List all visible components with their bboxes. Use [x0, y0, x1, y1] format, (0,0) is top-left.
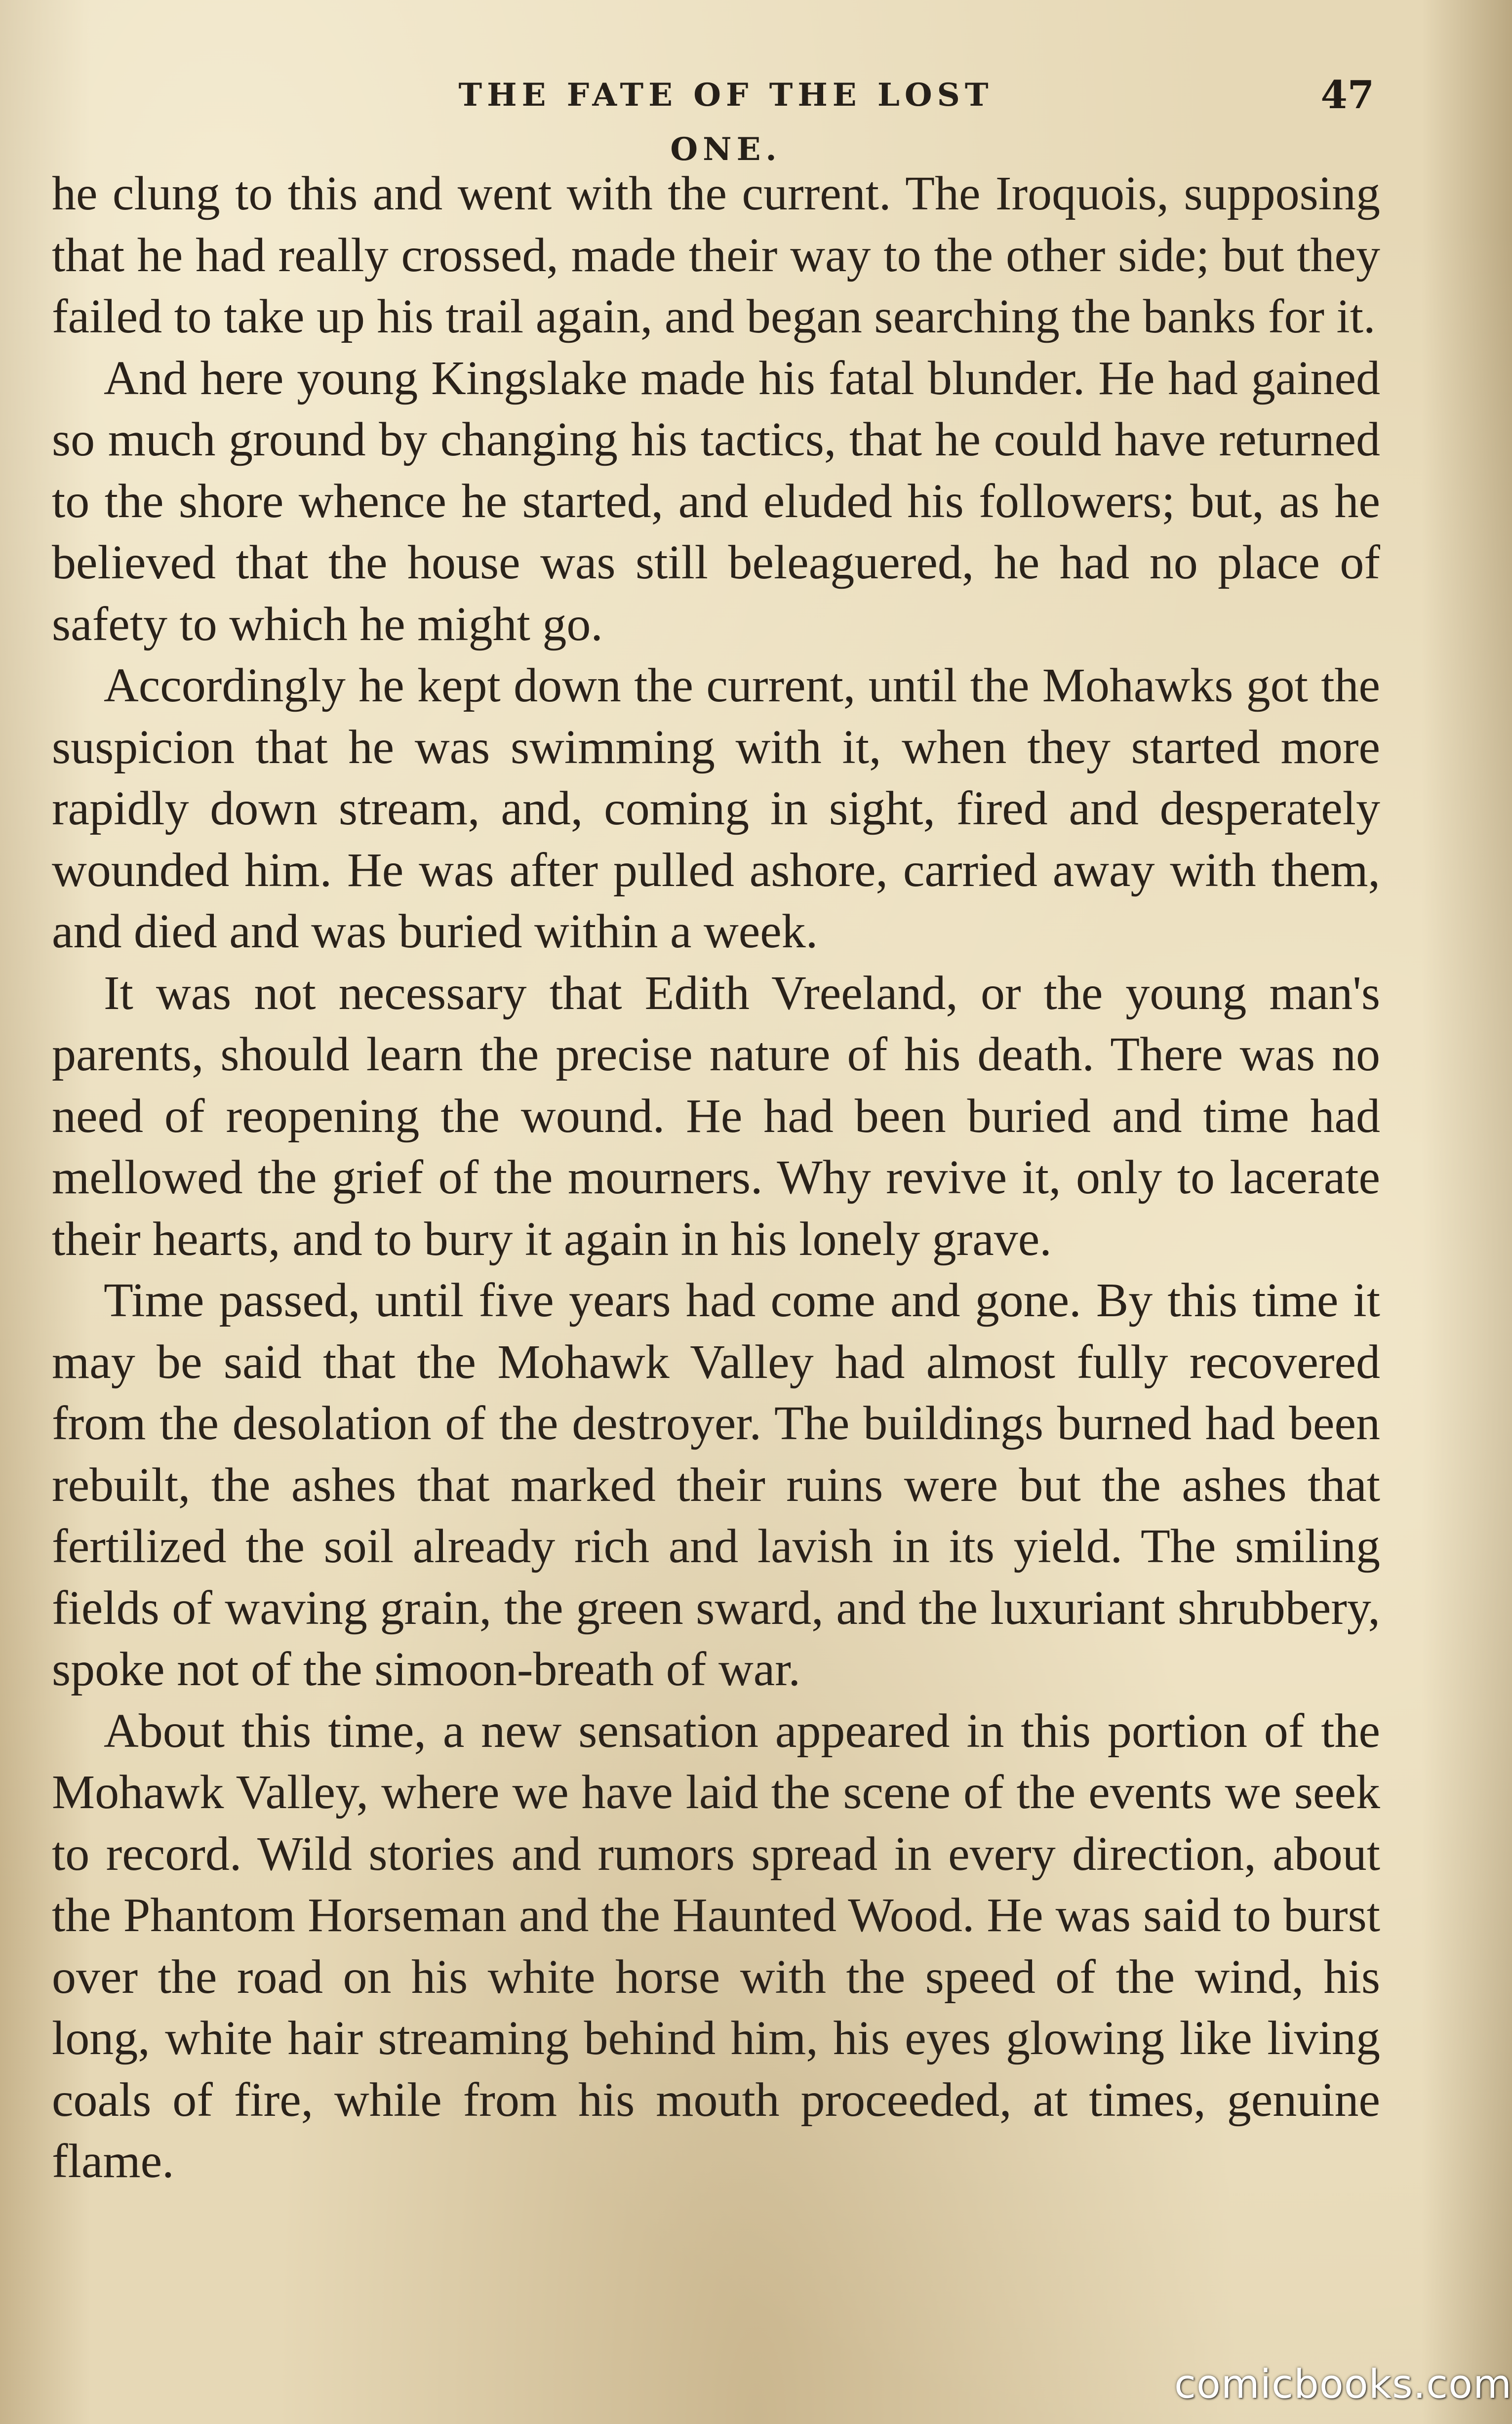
paragraph-6: About this time, a new sensation appeared in this portion of the Mohawk Valley, where we have laid the scene of the events we seek to record. Wild stories and rumors spread in every direction, about the Phantom Horseman and the Haunted Wood. He was said to burst over the road on his white horse with the speed of the wind, his long, white hair streaming behind him, his eyes glowing like living coals of fire, while from his mouth proceeded, at times, genuine flame.	[52, 1704, 1380, 2188]
paragraph-1: he clung to this and went with the current. The Iroquois, supposing that he had really crossed, made their way to the other side; but they failed to take up his trail again, and began searching the banks for it.	[52, 167, 1380, 343]
paragraph-3: Accordingly he kept down the current, until the Mohawks got the suspicion that he was swimming with it, when they started more rapidly down stream, and, coming in sight, fired and desperately wounded him. He was after pulled ashore, carried away with them, and died and was buried within a week.	[52, 659, 1380, 958]
body-text	[52, 163, 1380, 2192]
paragraph-2: And here young Kingslake made his fatal blunder. He had gained so much ground by changing his tactics, that he could have returned to the shore whence he started, and eluded his followers; but, as he believed that the house was still beleaguered, he had no place of safety to which he might go.	[52, 351, 1380, 651]
site-watermark: comicbooks.com	[1174, 2361, 1512, 2407]
page-number: 47	[1320, 73, 1374, 118]
chapter-title: THE FATE OF THE LOST ONE.	[458, 77, 994, 168]
running-head	[0, 68, 1431, 168]
paragraph-5: Time passed, until five years had come and gone. By this time it may be said that the Mohawk Valley had almost fully recovered from the desolation of the destroyer. The buildings burned had been rebuilt, the ashes that marked their ruins were but the ashes that fertilized the soil already rich and lavish in its yield. The smiling fields of waving grain, the green sward, and the luxuriant shrubbery, spoke not of the simoon-breath of war.	[52, 1274, 1380, 1696]
paragraph-4: It was not necessary that Edith Vreeland, or the young man's parents, should learn the precise nature of his death. There was no need of reopening the wound. He had been buried and time had mellowed the grief of the mourners. Why revive it, only to lacerate their hearts, and to bury it again in his lonely grave.	[52, 966, 1380, 1266]
